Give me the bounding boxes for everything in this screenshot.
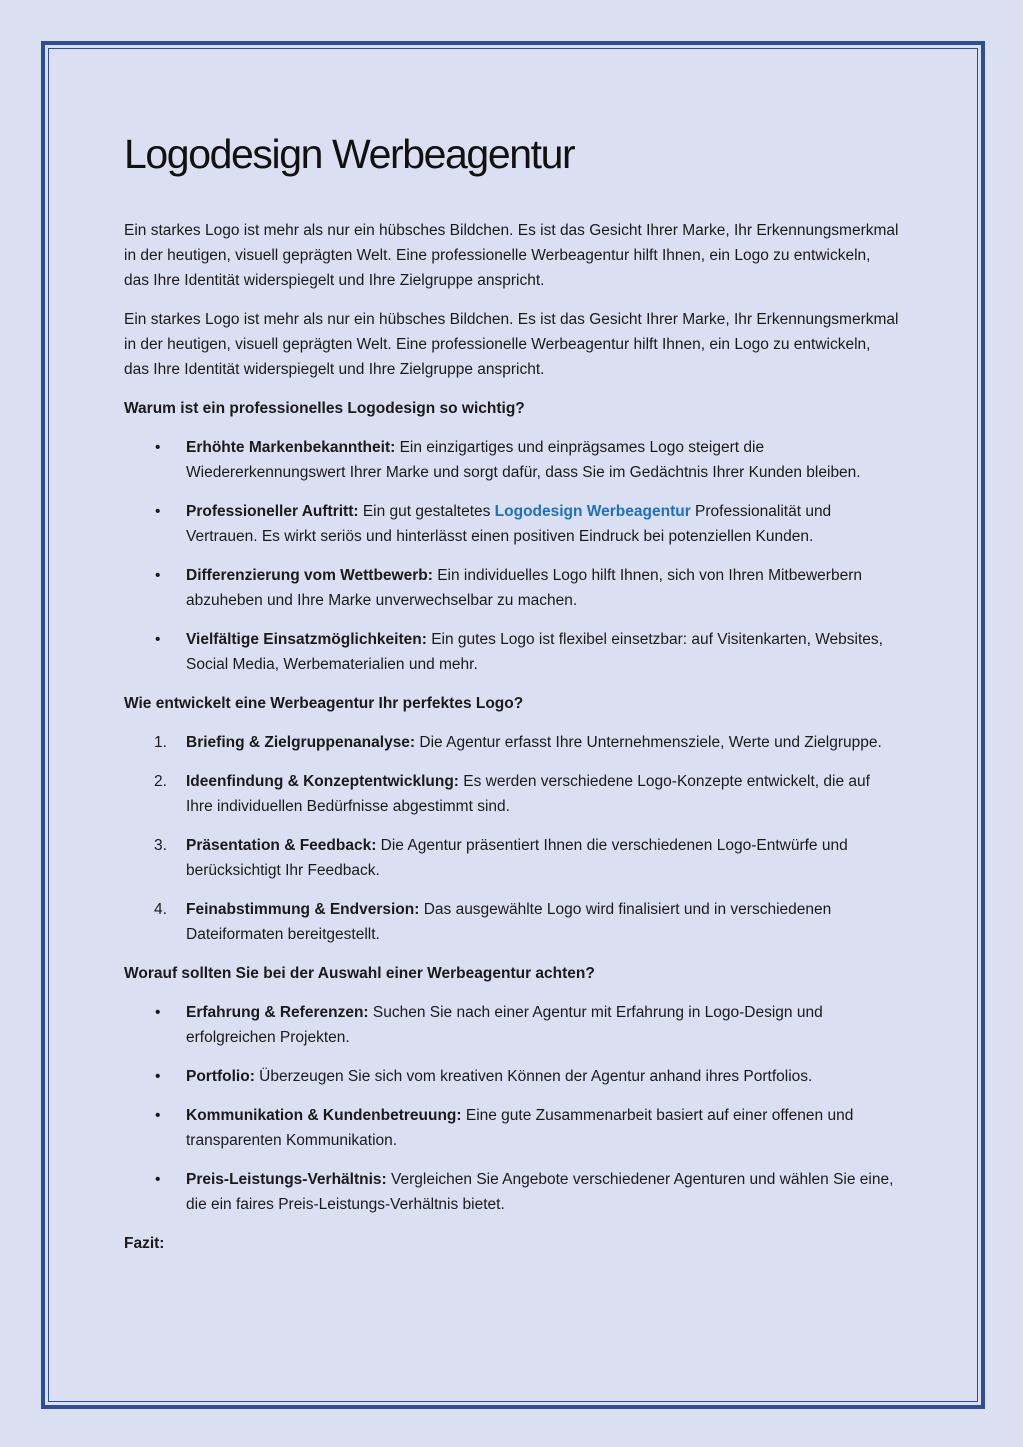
list-item (124, 627, 899, 677)
bullet-icon: • (155, 1004, 161, 1021)
page-title: Logodesign Werbeagentur (124, 131, 575, 177)
list-item (124, 897, 899, 947)
item-text: Vergleichen Sie Angebote verschiedener Agenturen und wählen Sie eine, die ein faires Preis-Leistungs-Verhältnis bietet. (186, 1171, 894, 1213)
item-label: Feinabstimmung & Endversion: (186, 901, 420, 918)
bullet-icon: • (155, 567, 161, 584)
list-item (124, 1064, 899, 1089)
item-label: Briefing & Zielgruppenanalyse: (186, 734, 416, 751)
list-item (124, 563, 899, 613)
item-number: 3. (154, 837, 167, 854)
item-label: Ideenfindung & Konzeptentwicklung: (186, 773, 459, 790)
list-item (124, 769, 899, 819)
item-number: 1. (154, 734, 167, 751)
item-text: Ein einzigartiges und einprägsames Logo steigert die Wiedererkennungswert Ihrer Marke und sorgt dafür, dass Sie im Gedächtnis Ihrer Kunden bleiben. (186, 439, 861, 481)
item-label: Kommunikation & Kundenbetreuung: (186, 1107, 462, 1124)
conclusion-heading: Fazit: (124, 1235, 165, 1252)
section-heading-selection: Worauf sollten Sie bei der Auswahl einer Werbeagentur achten? (124, 965, 595, 982)
item-text: Eine gute Zusammenarbeit basiert auf einer offenen und transparenten Kommunikation. (186, 1107, 854, 1149)
item-text: Ein individuelles Logo hilft Ihnen, sich von Ihren Mitbewerbern abzuheben und Ihre Marke unverwechselbar zu machen. (186, 567, 862, 609)
item-label: Vielfältige Einsatzmöglichkeiten: (186, 631, 427, 648)
intro-paragraph-1: Ein starkes Logo ist mehr als nur ein hübsches Bildchen. Es ist das Gesicht Ihrer Marke, Ihr Erkennungsmerkmal in der heutigen, visuell geprägten Welt. Eine professionelle Werbeagentur hilft Ihnen, ein Logo zu entwickeln, das Ihre Identität widerspiegelt und Ihre Zielgruppe anspricht. (124, 222, 899, 289)
item-text: Die Agentur erfasst Ihre Unternehmensziele, Werte und Zielgruppe. (415, 734, 882, 751)
item-text: Überzeugen Sie sich vom kreativen Können der Agentur anhand ihres Portfolios. (254, 1068, 813, 1085)
item-text: Professionalität und Vertrauen. Es wirkt seriös und hinterlässt einen positiven Eindruck bei potenziellen Kunden. (186, 503, 832, 545)
list-item (124, 435, 899, 485)
item-text: Die Agentur präsentiert Ihnen die verschiedenen Logo-Entwürfe und berücksichtigt Ihr Feedback. (186, 837, 848, 879)
list-item (124, 833, 899, 883)
item-number: 4. (154, 901, 167, 918)
item-label: Präsentation & Feedback: (186, 837, 377, 854)
section-heading-importance: Warum ist ein professionelles Logodesign so wichtig? (124, 400, 525, 417)
item-label: Erfahrung & Referenzen: (186, 1004, 369, 1021)
bullet-icon: • (155, 439, 161, 456)
list-item (124, 499, 899, 549)
document-body (124, 128, 899, 1270)
bullet-icon: • (155, 1068, 161, 1085)
item-label: Erhöhte Markenbekanntheit: (186, 439, 396, 456)
item-label: Portfolio: (186, 1068, 255, 1085)
process-list (124, 730, 899, 947)
item-label: Preis-Leistungs-Verhältnis: (186, 1171, 387, 1188)
intro-paragraph-2: Ein starkes Logo ist mehr als nur ein hübsches Bildchen. Es ist das Gesicht Ihrer Marke, Ihr Erkennungsmerkmal in der heutigen, visuell geprägten Welt. Eine professionelle Werbeagentur hilft Ihnen, ein Logo zu entwickeln, das Ihre Identität widerspiegelt und Ihre Zielgruppe anspricht. (124, 311, 899, 378)
bullet-icon: • (155, 1171, 161, 1188)
item-label: Professioneller Auftritt: (186, 503, 359, 520)
list-item (124, 730, 899, 755)
bullet-icon: • (155, 1107, 161, 1124)
list-item (124, 1167, 899, 1217)
logodesign-link[interactable]: Logodesign Werbeagentur (494, 503, 691, 520)
item-text: Das ausgewählte Logo wird finalisiert und in verschiedenen Dateiformaten bereitgestellt. (186, 901, 832, 943)
item-text: Suchen Sie nach einer Agentur mit Erfahrung in Logo-Design und erfolgreichen Projekten. (186, 1004, 823, 1046)
item-label: Differenzierung vom Wettbewerb: (186, 567, 433, 584)
item-text: Es werden verschiedene Logo-Konzepte entwickelt, die auf Ihre individuellen Bedürfnisse abgestimmt sind. (186, 773, 870, 815)
section-heading-process: Wie entwickelt eine Werbeagentur Ihr perfektes Logo? (124, 695, 524, 712)
list-item (124, 1000, 899, 1050)
bullet-icon: • (155, 503, 161, 520)
item-text: Ein gutes Logo ist flexibel einsetzbar: auf Visitenkarten, Websites, Social Media, Werbematerialien und mehr. (186, 631, 883, 673)
item-text: Ein gut gestaltetes (358, 503, 495, 520)
list-item (124, 1103, 899, 1153)
selection-list (124, 1000, 899, 1217)
importance-list (124, 435, 899, 677)
bullet-icon: • (155, 631, 161, 648)
item-number: 2. (154, 773, 167, 790)
